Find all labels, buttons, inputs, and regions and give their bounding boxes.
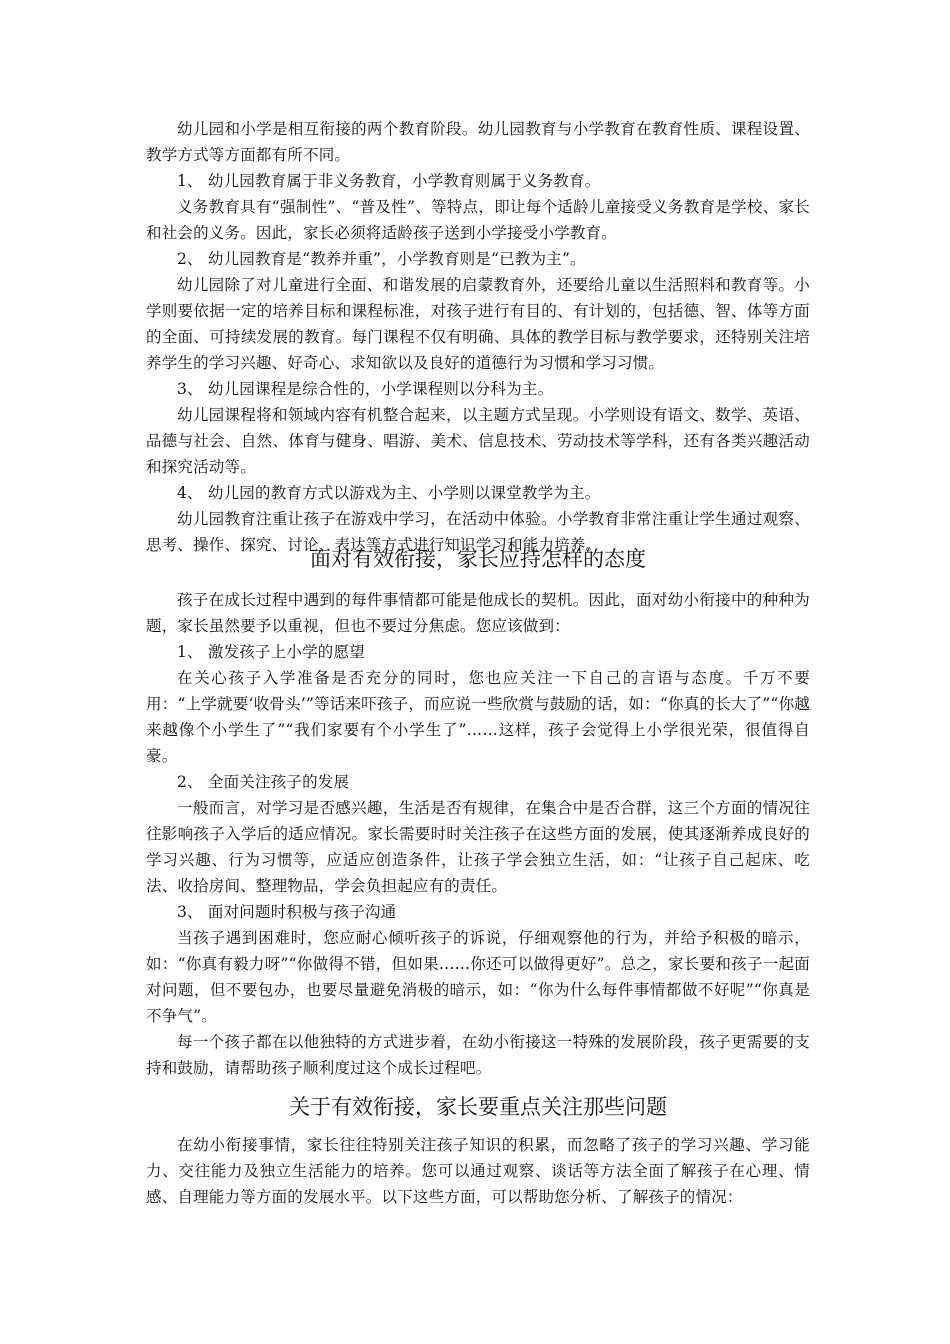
paragraph: 在关心孩子入学准备是否充分的同时，您也应关注一下自己的言语与态度。千万不要用：“上学就要‘收骨头’”等话来吓孩子，而应说一些欣赏与鼓励的话，如：“你真的长大了”“你越来越像个小学生了”“我们家要有个小学生了”……这样，孩子会觉得上小学很光荣，很值得自豪。 [146,669,810,765]
paragraph: 幼儿园除了对儿童进行全面、和谐发展的启蒙教育外，还要给儿童以生活照料和教育等。小学则要依据一定的培养目标和课程标准，对孩子进行有目的、有计划的，包括德、智、体等方面的全面、可持续发展的教育。每门课程不仅有明确、具体的教学目标与教学要求，还特别关注培养学生的学习兴趣、好奇心、求知欲以及良好的道德行为习惯和学习习惯。 [146,276,810,372]
section-heading-attitude: 面对有效衔接，家长应持怎样的态度 [310,547,646,571]
numbered-point: 4、 幼儿园的教育方式以游戏为主、小学则以课堂教学为主。 [177,484,601,502]
paragraph: 幼儿园和小学是相互衔接的两个教育阶段。幼儿园教育与小学教育在教育性质、课程设置、教学方式等方面都有所不同。 [146,120,810,164]
paragraph: 一般而言，对学习是否感兴趣，生活是否有规律，在集合中是否合群，这三个方面的情况往往影响孩子入学后的适应情况。家长需要时时关注孩子在这些方面的发展，使其逐渐养成良好的学习兴趣、行为习惯等，应适应创造条件，让孩子学会独立生活，如：“让孩子自己起床、吃法、收拾房间、整理物品，学会负担起应有的责任。 [146,799,810,895]
numbered-point: 1、 激发孩子上小学的愿望 [177,643,365,661]
section-attitude [146,587,810,1081]
numbered-point: 1、 幼儿园教育属于非义务教育，小学教育则属于义务教育。 [177,172,601,190]
paragraph: 在幼小衔接事情，家长往往特别关注孩子知识的积累，而忽略了孩子的学习兴趣、学习能力、交往能力及独立生活能力的培养。您可以通过观察、谈话等方法全面了解孩子在心理、情感、自理能力等方面的发展水平。以下这些方面，可以帮助您分析、了解孩子的情况： [146,1136,810,1206]
numbered-point: 2、 全面关注孩子的发展 [177,773,350,791]
paragraph: 幼儿园教育注重让孩子在游戏中学习，在活动中体验。小学教育非常注重让学生通过观察、思考、操作、探究、讨论、表达等方式进行知识学习和能力培养。 [146,510,810,554]
section-heading-focus: 关于有效衔接，家长要重点关注那些问题 [289,1095,667,1119]
section-focus [146,1132,810,1210]
paragraph: 每一个孩子都在以他独特的方式进步着，在幼小衔接这一特殊的发展阶段，孩子更需要的支持和鼓励，请帮助孩子顺利度过这个成长过程吧。 [146,1033,810,1077]
numbered-point: 3、 幼儿园课程是综合性的，小学课程则以分科为主。 [177,380,554,398]
numbered-point: 2、 幼儿园教育是“教养并重”，小学教育则是“已教为主”。 [177,250,586,268]
section-intro [146,116,810,558]
numbered-point: 3、 面对问题时积极与孩子沟通 [177,903,397,921]
paragraph: 孩子在成长过程中遇到的每件事情都可能是他成长的契机。因此，面对幼小衔接中的种种为题，家长虽然要予以重视，但也不要过分焦虑。您应该做到： [146,591,810,635]
paragraph: 义务教育具有“强制性”、“普及性”、等特点，即让每个适龄儿童接受义务教育是学校、家长和社会的义务。因此，家长必须将适龄孩子送到小学接受小学教育。 [146,198,810,242]
paragraph: 当孩子遇到困难时，您应耐心倾听孩子的诉说，仔细观察他的行为，并给予积极的暗示，如：“你真有毅力呀”“你做得不错，但如果……你还可以做得更好”。总之，家长要和孩子一起面对问题，但不要包办，也要尽量避免消极的暗示，如：“你为什么每件事情都做不好呢”“你真是不争气”。 [146,929,810,1025]
paragraph: 幼儿园课程将和领域内容有机整合起来，以主题方式呈现。小学则设有语文、数学、英语、品德与社会、自然、体育与健身、唱游、美术、信息技术、劳动技术等学科，还有各类兴趣活动和探究活动等。 [146,406,810,476]
